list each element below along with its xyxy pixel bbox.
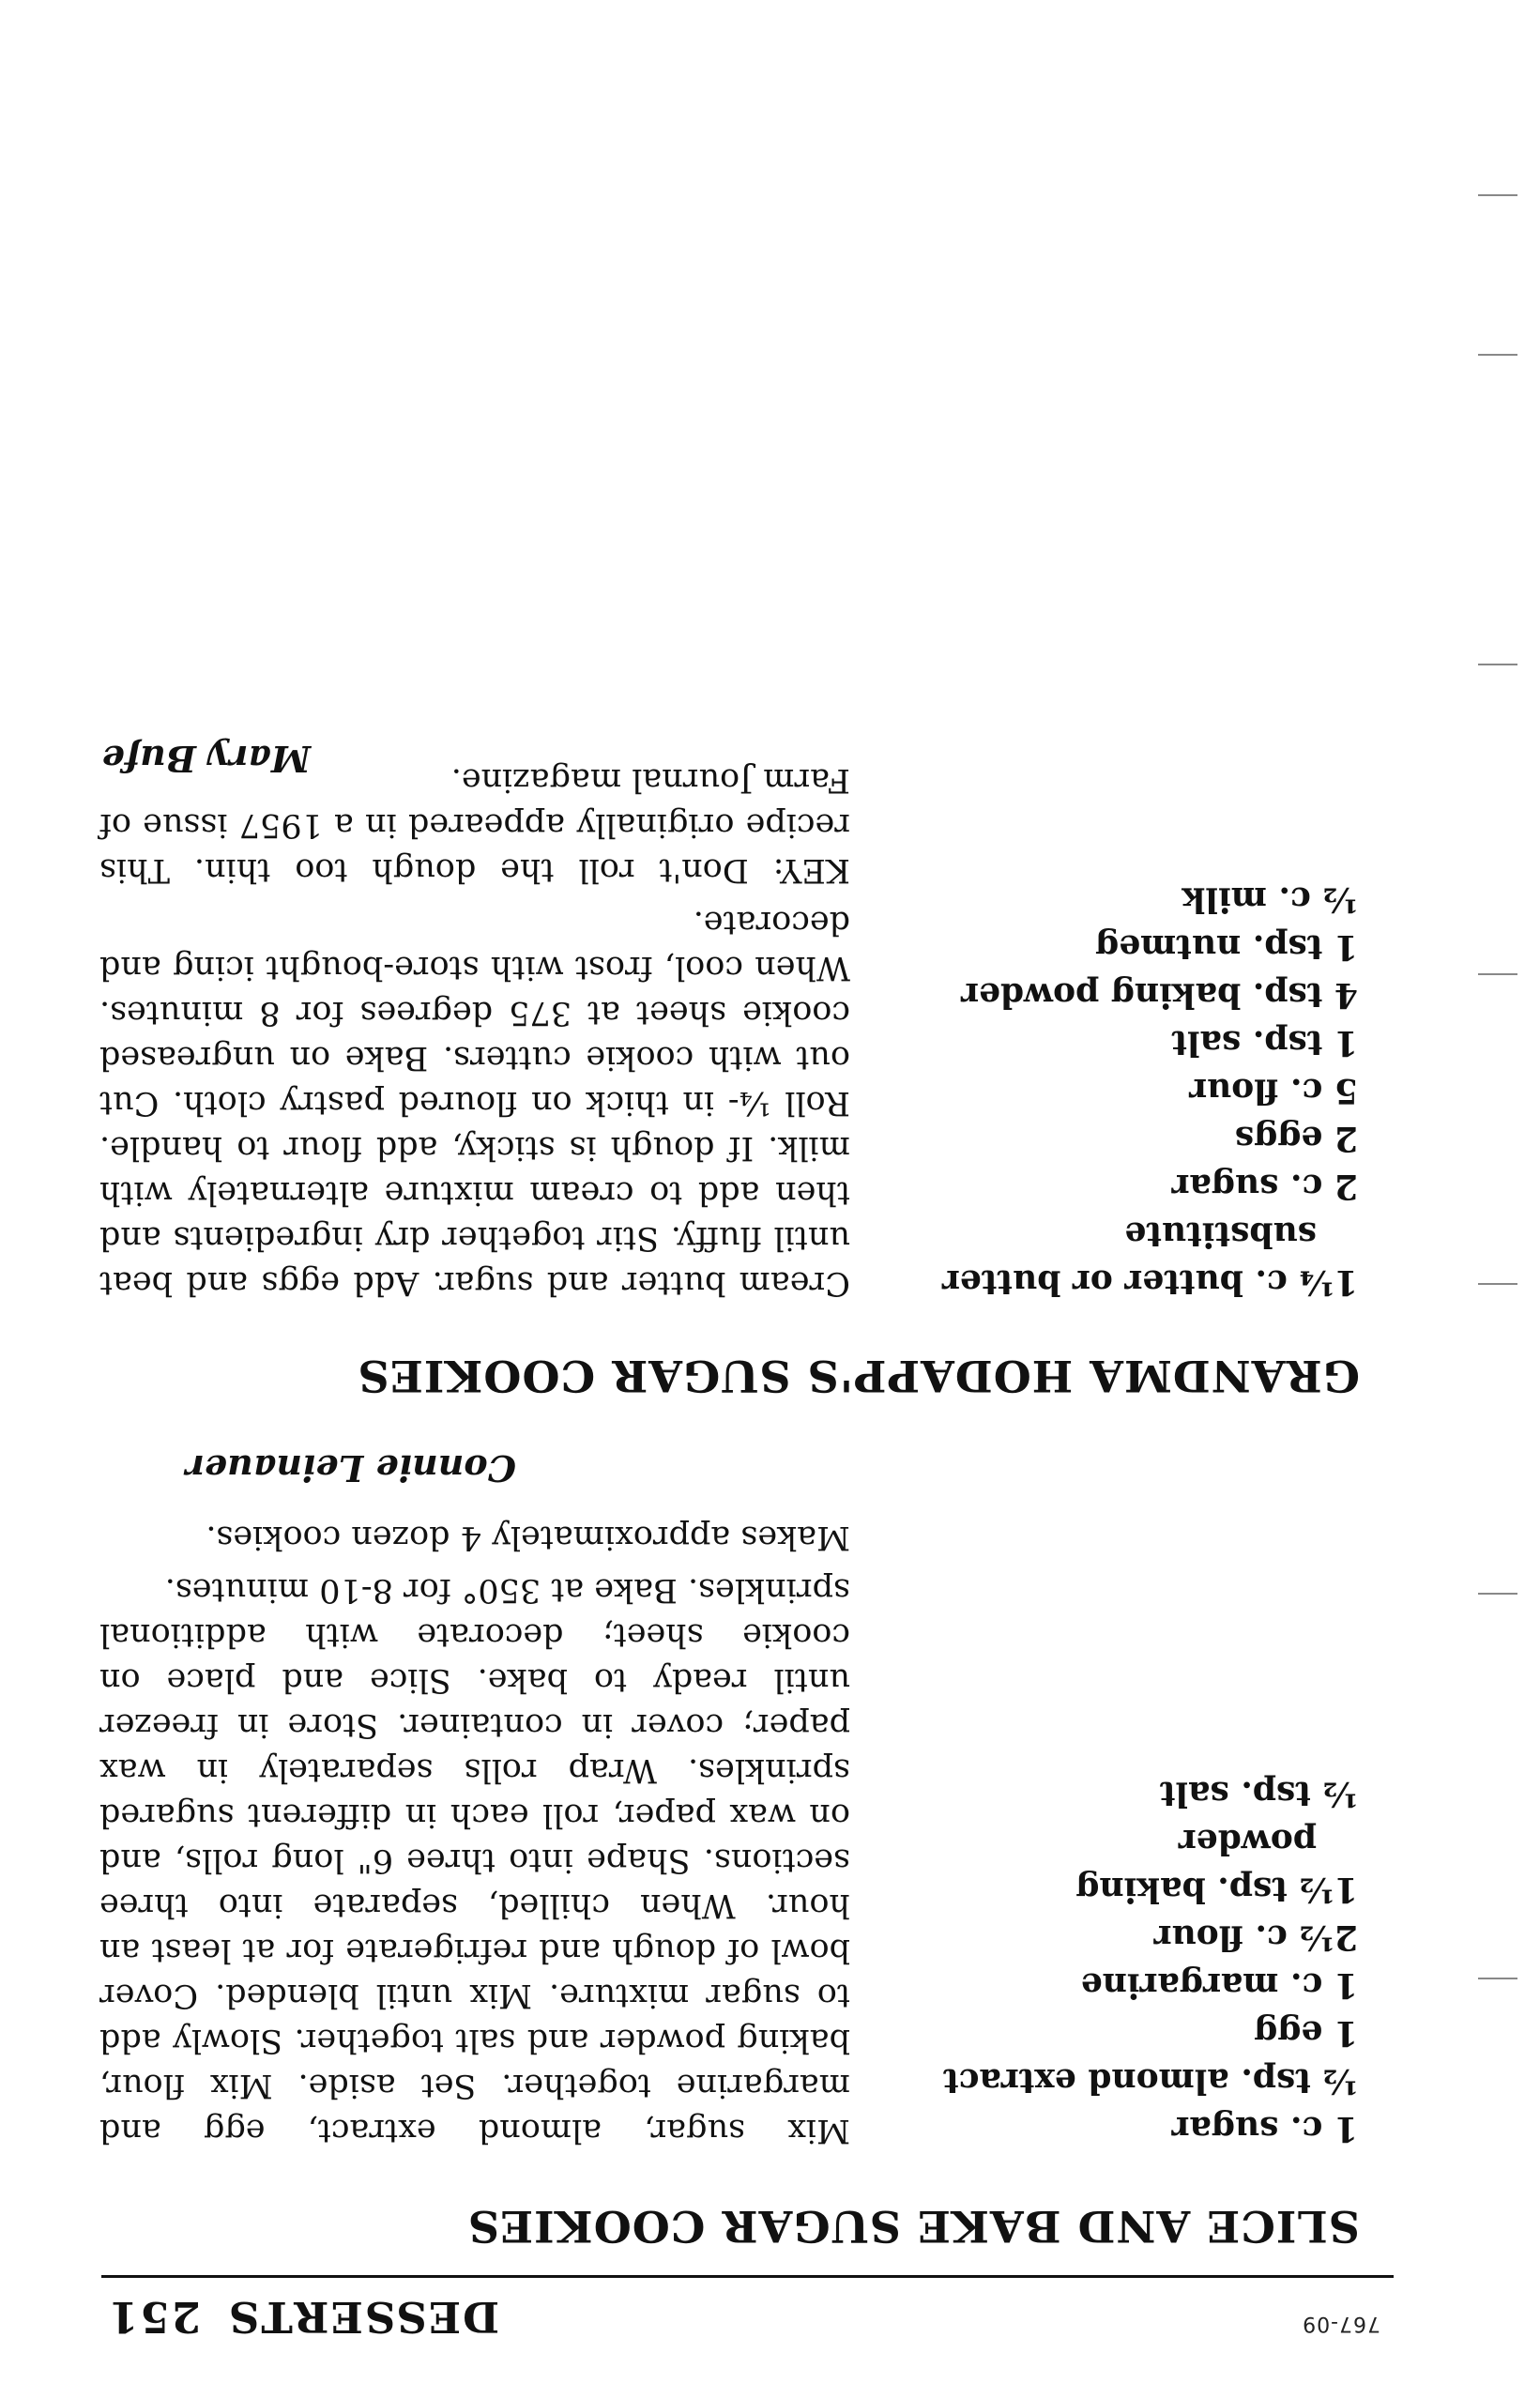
ingredient: 1¼ c. butter or butter <box>941 1262 1358 1302</box>
print-code: 767-09 <box>1302 2312 1380 2335</box>
ingredient: 1 c. margarine <box>1080 1965 1358 2005</box>
recipe-title: GRANDMA HODAPP'S SUGAR COOKIES <box>357 1351 1360 1401</box>
margin-tick <box>1478 1593 1517 1595</box>
ingredient: powder <box>1178 1822 1317 1861</box>
margin-tick <box>1478 1283 1517 1285</box>
ingredient: substitute <box>1124 1214 1317 1254</box>
margin-tick <box>1478 354 1517 356</box>
direction-paragraph: Makes approximately 4 dozen cookies. <box>206 1519 850 1556</box>
ingredient: 1 tsp. nutmeg <box>1095 927 1358 967</box>
ingredient-list <box>926 875 1358 1306</box>
ingredient: ½ c. milk <box>1182 879 1358 919</box>
header-rule <box>101 2275 1394 2278</box>
recipe-author: Mary Bufe <box>101 738 311 780</box>
ingredient: 1 tsp. salt <box>1171 1023 1358 1062</box>
ingredient: 4 tsp. baking powder <box>961 975 1358 1015</box>
ingredient: 5 c. flour <box>1189 1071 1358 1110</box>
recipe-title: SLICE AND BAKE SUGAR COOKIES <box>466 2201 1360 2252</box>
ingredient: 2½ c. flour <box>1153 1917 1358 1957</box>
ingredient: ½ tsp. salt <box>1159 1774 1358 1813</box>
section-title: DESSERTS <box>226 2292 500 2342</box>
margin-tick <box>1478 664 1517 665</box>
ingredient: 2 c. sugar <box>1171 1167 1358 1206</box>
direction-paragraph: Cream butter and sugar. Add eggs and beat until fluffy. Stir together dry ingredients and then add to cream mixture alternately with milk. If dough is sticky, add flour to handle. Roll ¼- in thick on floured pastry cloth. Cut out with cookie cutters. Bake on ungreased cookie sheet at 375 degrees for 8 minutes. When cool, frost with store-bought icing and decorate. <box>99 904 850 1302</box>
ingredient: ½ tsp. almond extract <box>942 2061 1358 2100</box>
recipe-directions <box>99 757 850 1306</box>
recipe-directions <box>99 1515 850 2153</box>
ingredient: 1½ tsp. baking <box>1075 1870 1358 1909</box>
direction-paragraph: Mix sugar, almond extract, egg and margarine together. Set aside. Mix flour, baking powder and salt together. Slowly add to sugar mixture. Mix until blended. Cover bowl of dough and refrigerate for at least an hour. When chilled, separate into three sections. Shape into three 6" long rolls, and on wax paper, roll each in different sugared sprinkles. Wrap rolls separately in wax paper; cover in container. Store in freezer until ready to bake. Slice and place on cookie sheet; decorate with additional sprinkles. Bake at 350° for 8-10 minutes. <box>99 1571 850 2149</box>
margin-tick <box>1478 1978 1517 1979</box>
recipe-author: Connie Leinauer <box>185 1447 516 1489</box>
margin-tick <box>1478 973 1517 975</box>
ingredient-list <box>926 1769 1358 2152</box>
margin-tick <box>1478 194 1517 196</box>
ingredient: 1 egg <box>1254 2013 1358 2053</box>
ingredient: 1 c. sugar <box>1171 2109 1358 2148</box>
page-number: 251 <box>107 2292 201 2342</box>
direction-paragraph: KEY: Don't roll the dough too thin. This recipe originally appeared in a 1957 issue of Farm Journal magazine. <box>99 761 850 889</box>
ingredient: 2 eggs <box>1234 1119 1358 1158</box>
running-head <box>107 2292 499 2342</box>
